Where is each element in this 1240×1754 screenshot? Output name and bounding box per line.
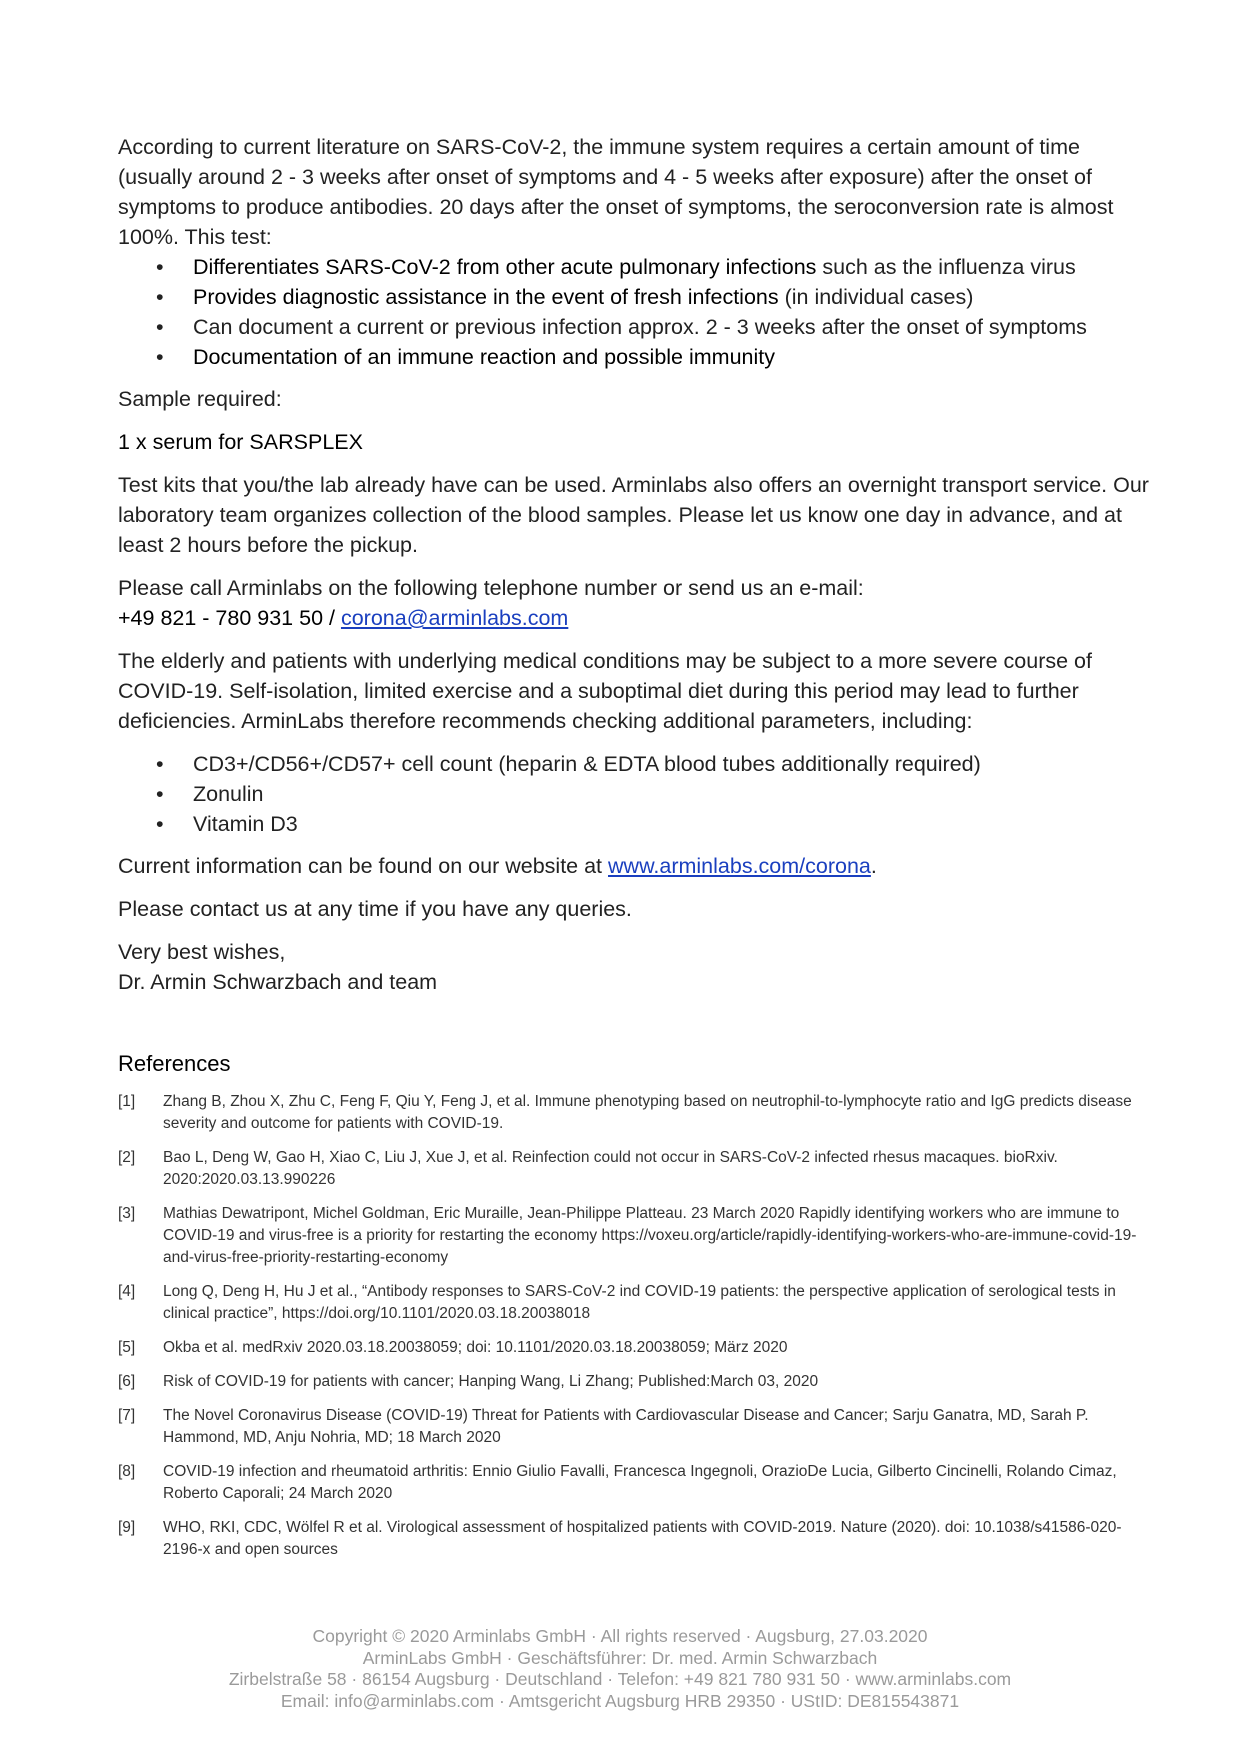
bullet-icon: •	[156, 315, 164, 339]
transport-paragraph: Test kits that you/the lab already have can be used. Arminlabs also offers an overnight transport service. Our laboratory team organizes collection of the blood samples. Please let us know one day in advance, and at least 2 hours before the pickup.	[118, 473, 1149, 557]
bullet-icon: •	[156, 752, 164, 776]
references-list	[118, 1091, 1158, 1561]
reference-number: [5]	[118, 1339, 136, 1356]
reference-text: Zhang B, Zhou X, Zhu C, Feng F, Qiu Y, Feng J, et al. Immune phenotyping based on neutrophil-to-lymphocyte ratio and IgG predicts disease severity and outcome for patients with COVID-19.	[163, 1093, 1132, 1132]
reference-item	[118, 1371, 1158, 1393]
footer-registry: Email: info@arminlabs.com · Amtsgericht Augsburg HRB 29350 · UStID: DE815543871	[280, 1690, 960, 1711]
reference-text: Bao L, Deng W, Gao H, Xiao C, Liu J, Xue J, et al. Reinfection could not occur in SARS-CoV-2 infected rhesus macaques. bioRxiv. 2020:2020.03.13.990226	[163, 1149, 1058, 1188]
reference-item	[118, 1091, 1158, 1135]
intro-paragraph: According to current literature on SARS-CoV-2, the immune system requires a certain amount of time (usually around 2 - 3 weeks after onset of symptoms and 4 - 5 weeks after exposure) after the onset of symptoms to produce antibodies. 20 days after the onset of symptoms, the seroconversion rate is almost 100%. This test:	[118, 135, 1114, 249]
footer-company: ArminLabs GmbH · Geschäftsführer: Dr. med. Armin Schwarzbach	[362, 1647, 878, 1668]
reference-number: [9]	[118, 1519, 136, 1536]
reference-item	[118, 1337, 1158, 1359]
reference-number: [3]	[118, 1205, 136, 1222]
queries-line: Please contact us at any time if you have any queries.	[118, 897, 632, 921]
reference-item	[118, 1203, 1158, 1269]
feature-bold: Provides diagnostic assistance in the event of fresh infections	[193, 285, 779, 309]
feature-bold: Documentation of an immune reaction and possible immunity	[193, 345, 775, 369]
website-line	[118, 851, 1158, 881]
contact-line: Please call Arminlabs on the following telephone number or send us an e-mail:	[118, 576, 864, 600]
reference-item	[118, 1461, 1158, 1505]
bullet-icon: •	[156, 285, 164, 309]
bullet-icon: •	[156, 812, 164, 836]
reference-number: [2]	[118, 1149, 136, 1166]
feature-rest: Can document a current or previous infection approx. 2 - 3 weeks after the onset of symptoms	[193, 315, 1087, 339]
test-features-list	[118, 252, 1158, 372]
reference-item	[118, 1405, 1158, 1449]
references-title: References	[118, 1051, 231, 1076]
feature-bold: Differentiates SARS-CoV-2 from other acute pulmonary infections	[193, 255, 817, 279]
footer-copyright: Copyright © 2020 Arminlabs GmbH · All rights reserved · Augsburg, 27.03.2020	[312, 1626, 928, 1646]
parameter-text: CD3+/CD56+/CD57+ cell count (heparin & EDTA blood tubes additionally required)	[193, 752, 981, 776]
email-link[interactable]: corona@arminlabs.com	[340, 606, 569, 630]
list-item	[118, 809, 1158, 839]
reference-number: [6]	[118, 1373, 136, 1390]
reference-text: Mathias Dewatripont, Michel Goldman, Eric Muraille, Jean-Philippe Platteau. 23 March 2020 Rapidly identifying workers who are immune to COVID-19 and virus-free is a priority for restarting the economy https://voxeu.org/article/rapidly-identifying-workers-who-are-immune-covid-19-and-virus-free-priority-restarting-economy	[163, 1205, 1137, 1266]
list-item	[118, 342, 1158, 372]
footer-address: Zirbelstraße 58 · 86154 Augsburg · Deutschland · Telefon: +49 821 780 931 50 · www.arminlabs.com	[228, 1669, 1012, 1689]
list-item	[118, 252, 1158, 282]
bullet-icon: •	[156, 782, 164, 806]
reference-number: [1]	[118, 1093, 136, 1110]
reference-number: [8]	[118, 1463, 136, 1480]
elderly-paragraph: The elderly and patients with underlying medical conditions may be subject to a more severe course of COVID-19. Self-isolation, limited exercise and a suboptimal diet during this period may lead to further deficiencies. ArminLabs therefore recommends checking additional parameters, including:	[118, 649, 1092, 733]
closing-signature: Dr. Armin Schwarzbach and team	[118, 970, 438, 994]
contact-details	[118, 603, 1158, 633]
website-link[interactable]: www.arminlabs.com/corona	[608, 854, 871, 878]
reference-item	[118, 1281, 1158, 1325]
reference-text: WHO, RKI, CDC, Wölfel R et al. Virological assessment of hospitalized patients with COVID-2019. Nature (2020). doi: 10.1038/s41586-020-2196-x and open sources	[163, 1519, 1122, 1558]
bullet-icon: •	[156, 345, 164, 369]
list-item	[118, 312, 1158, 342]
parameters-list	[118, 749, 1158, 839]
bullet-icon: •	[156, 255, 164, 279]
reference-text: Long Q, Deng H, Hu J et al., “Antibody responses to SARS-CoV-2 ind COVID-19 patients: the perspective application of serological tests in clinical practice”, https://doi.org/10.1101/2020.03.18.20038018	[163, 1283, 1116, 1322]
feature-rest: (in individual cases)	[778, 285, 974, 309]
list-item	[118, 749, 1158, 779]
reference-number: [4]	[118, 1283, 136, 1300]
sample-value: 1 x serum for SARSPLEX	[118, 430, 363, 454]
list-item	[118, 282, 1158, 312]
reference-number: [7]	[118, 1407, 136, 1424]
document-body	[118, 132, 1158, 1573]
page-footer	[0, 1626, 1240, 1712]
phone-number: +49 821 - 780 931 50 /	[118, 606, 335, 630]
closing-greeting: Very best wishes,	[118, 940, 286, 964]
reference-text: Risk of COVID-19 for patients with cancer; Hanping Wang, Li Zhang; Published:March 03, 2020	[163, 1373, 819, 1390]
website-suffix: .	[870, 854, 877, 878]
website-prefix: Current information can be found on our website at	[118, 854, 609, 878]
reference-item	[118, 1147, 1158, 1191]
parameter-text: Zonulin	[193, 782, 264, 806]
reference-item	[118, 1517, 1158, 1561]
reference-text: COVID-19 infection and rheumatoid arthritis: Ennio Giulio Favalli, Francesca Ingegnoli, OrazioDe Lucia, Gilberto Cincinelli, Rolando Cimaz, Roberto Caporali; 24 March 2020	[163, 1463, 1117, 1502]
reference-text: Okba et al. medRxiv 2020.03.18.20038059; doi: 10.1101/2020.03.18.20038059; März 2020	[163, 1339, 788, 1356]
feature-rest: such as the influenza virus	[816, 255, 1076, 279]
reference-text: The Novel Coronavirus Disease (COVID-19) Threat for Patients with Cardiovascular Disease and Cancer; Sarju Ganatra, MD, Sarah P. Hammond, MD, Anju Nohria, MD; 18 March 2020	[163, 1407, 1089, 1446]
sample-label: Sample required:	[118, 387, 282, 411]
list-item	[118, 779, 1158, 809]
parameter-text: Vitamin D3	[193, 812, 298, 836]
